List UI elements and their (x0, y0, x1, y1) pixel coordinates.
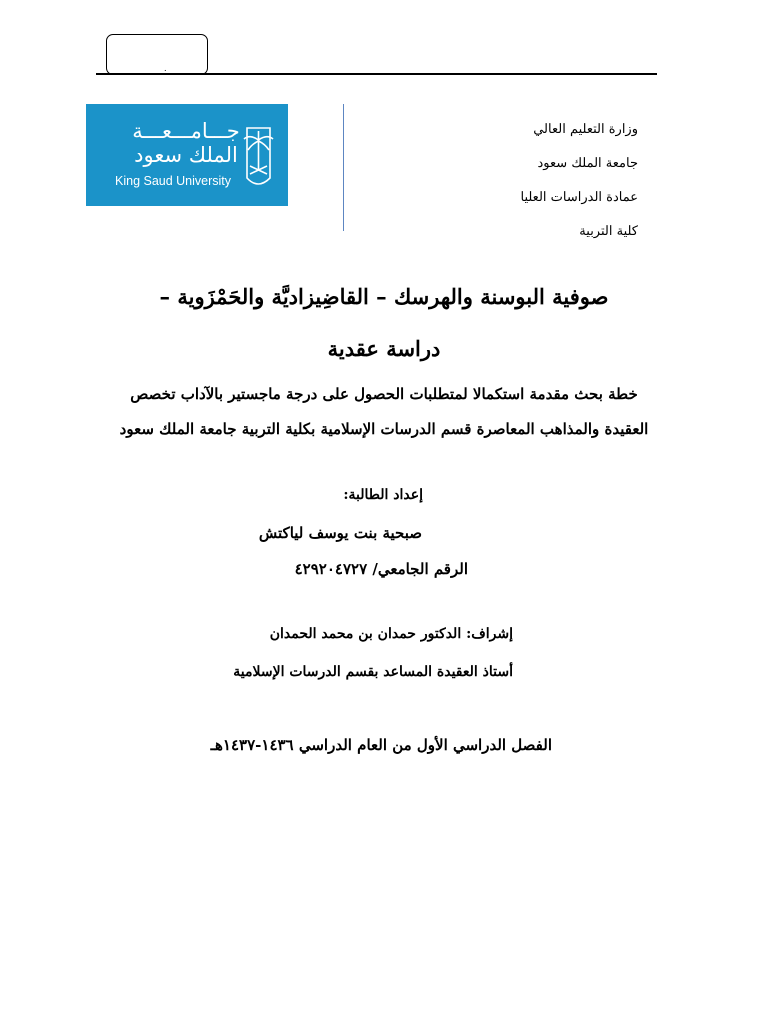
semester-line: الفصل الدراسي الأول من العام الدراسي ١٤٣٦-١٤٣٧هـ (210, 736, 552, 754)
institution-block (520, 113, 638, 249)
header-rule (96, 73, 657, 75)
header-box-mark: . (164, 64, 167, 73)
thesis-title-line1: صوفية البوسنة والهرسك – القاضِيزاديَّة والحَمْزَوية – (159, 284, 609, 309)
plan-description-line1: خطة بحث مقدمة استكمالا لمتطلبات الحصول على درجة ماجستير بالآداب تخصص (130, 385, 638, 403)
palm-emblem-icon (244, 128, 273, 184)
vertical-divider (343, 104, 344, 231)
student-id: الرقم الجامعي/ ٤٢٩٢٠٤٧٢٧ (294, 560, 468, 578)
header-box (106, 34, 208, 75)
university-logo (86, 104, 288, 206)
logo-arabic-line2: الملك سعود (134, 143, 238, 167)
logo-arabic-line1: جـــامـــعـــة (132, 119, 240, 143)
plan-description-line2: العقيدة والمذاهب المعاصرة قسم الدرسات الإسلامية بكلية التربية جامعة الملك سعود (119, 420, 649, 438)
logo-english: King Saud University (115, 174, 232, 188)
supervisor-title: أستاذ العقيدة المساعد بقسم الدرسات الإسلامية (233, 664, 513, 680)
deanship-name: عمادة الدراسات العليا (520, 190, 638, 205)
university-name: جامعة الملك سعود (537, 156, 638, 171)
college-name: كلية التربية (579, 224, 638, 239)
thesis-title-line2: دراسة عقدية (327, 336, 441, 361)
supervisor-name: إشراف: الدكتور حمدان بن محمد الحمدان (269, 626, 513, 642)
ministry-name: وزارة التعليم العالي (533, 122, 638, 137)
prepared-by-label: إعداد الطالبة: (343, 487, 423, 503)
student-name: صبحية بنت يوسف لياكتش (258, 524, 422, 542)
